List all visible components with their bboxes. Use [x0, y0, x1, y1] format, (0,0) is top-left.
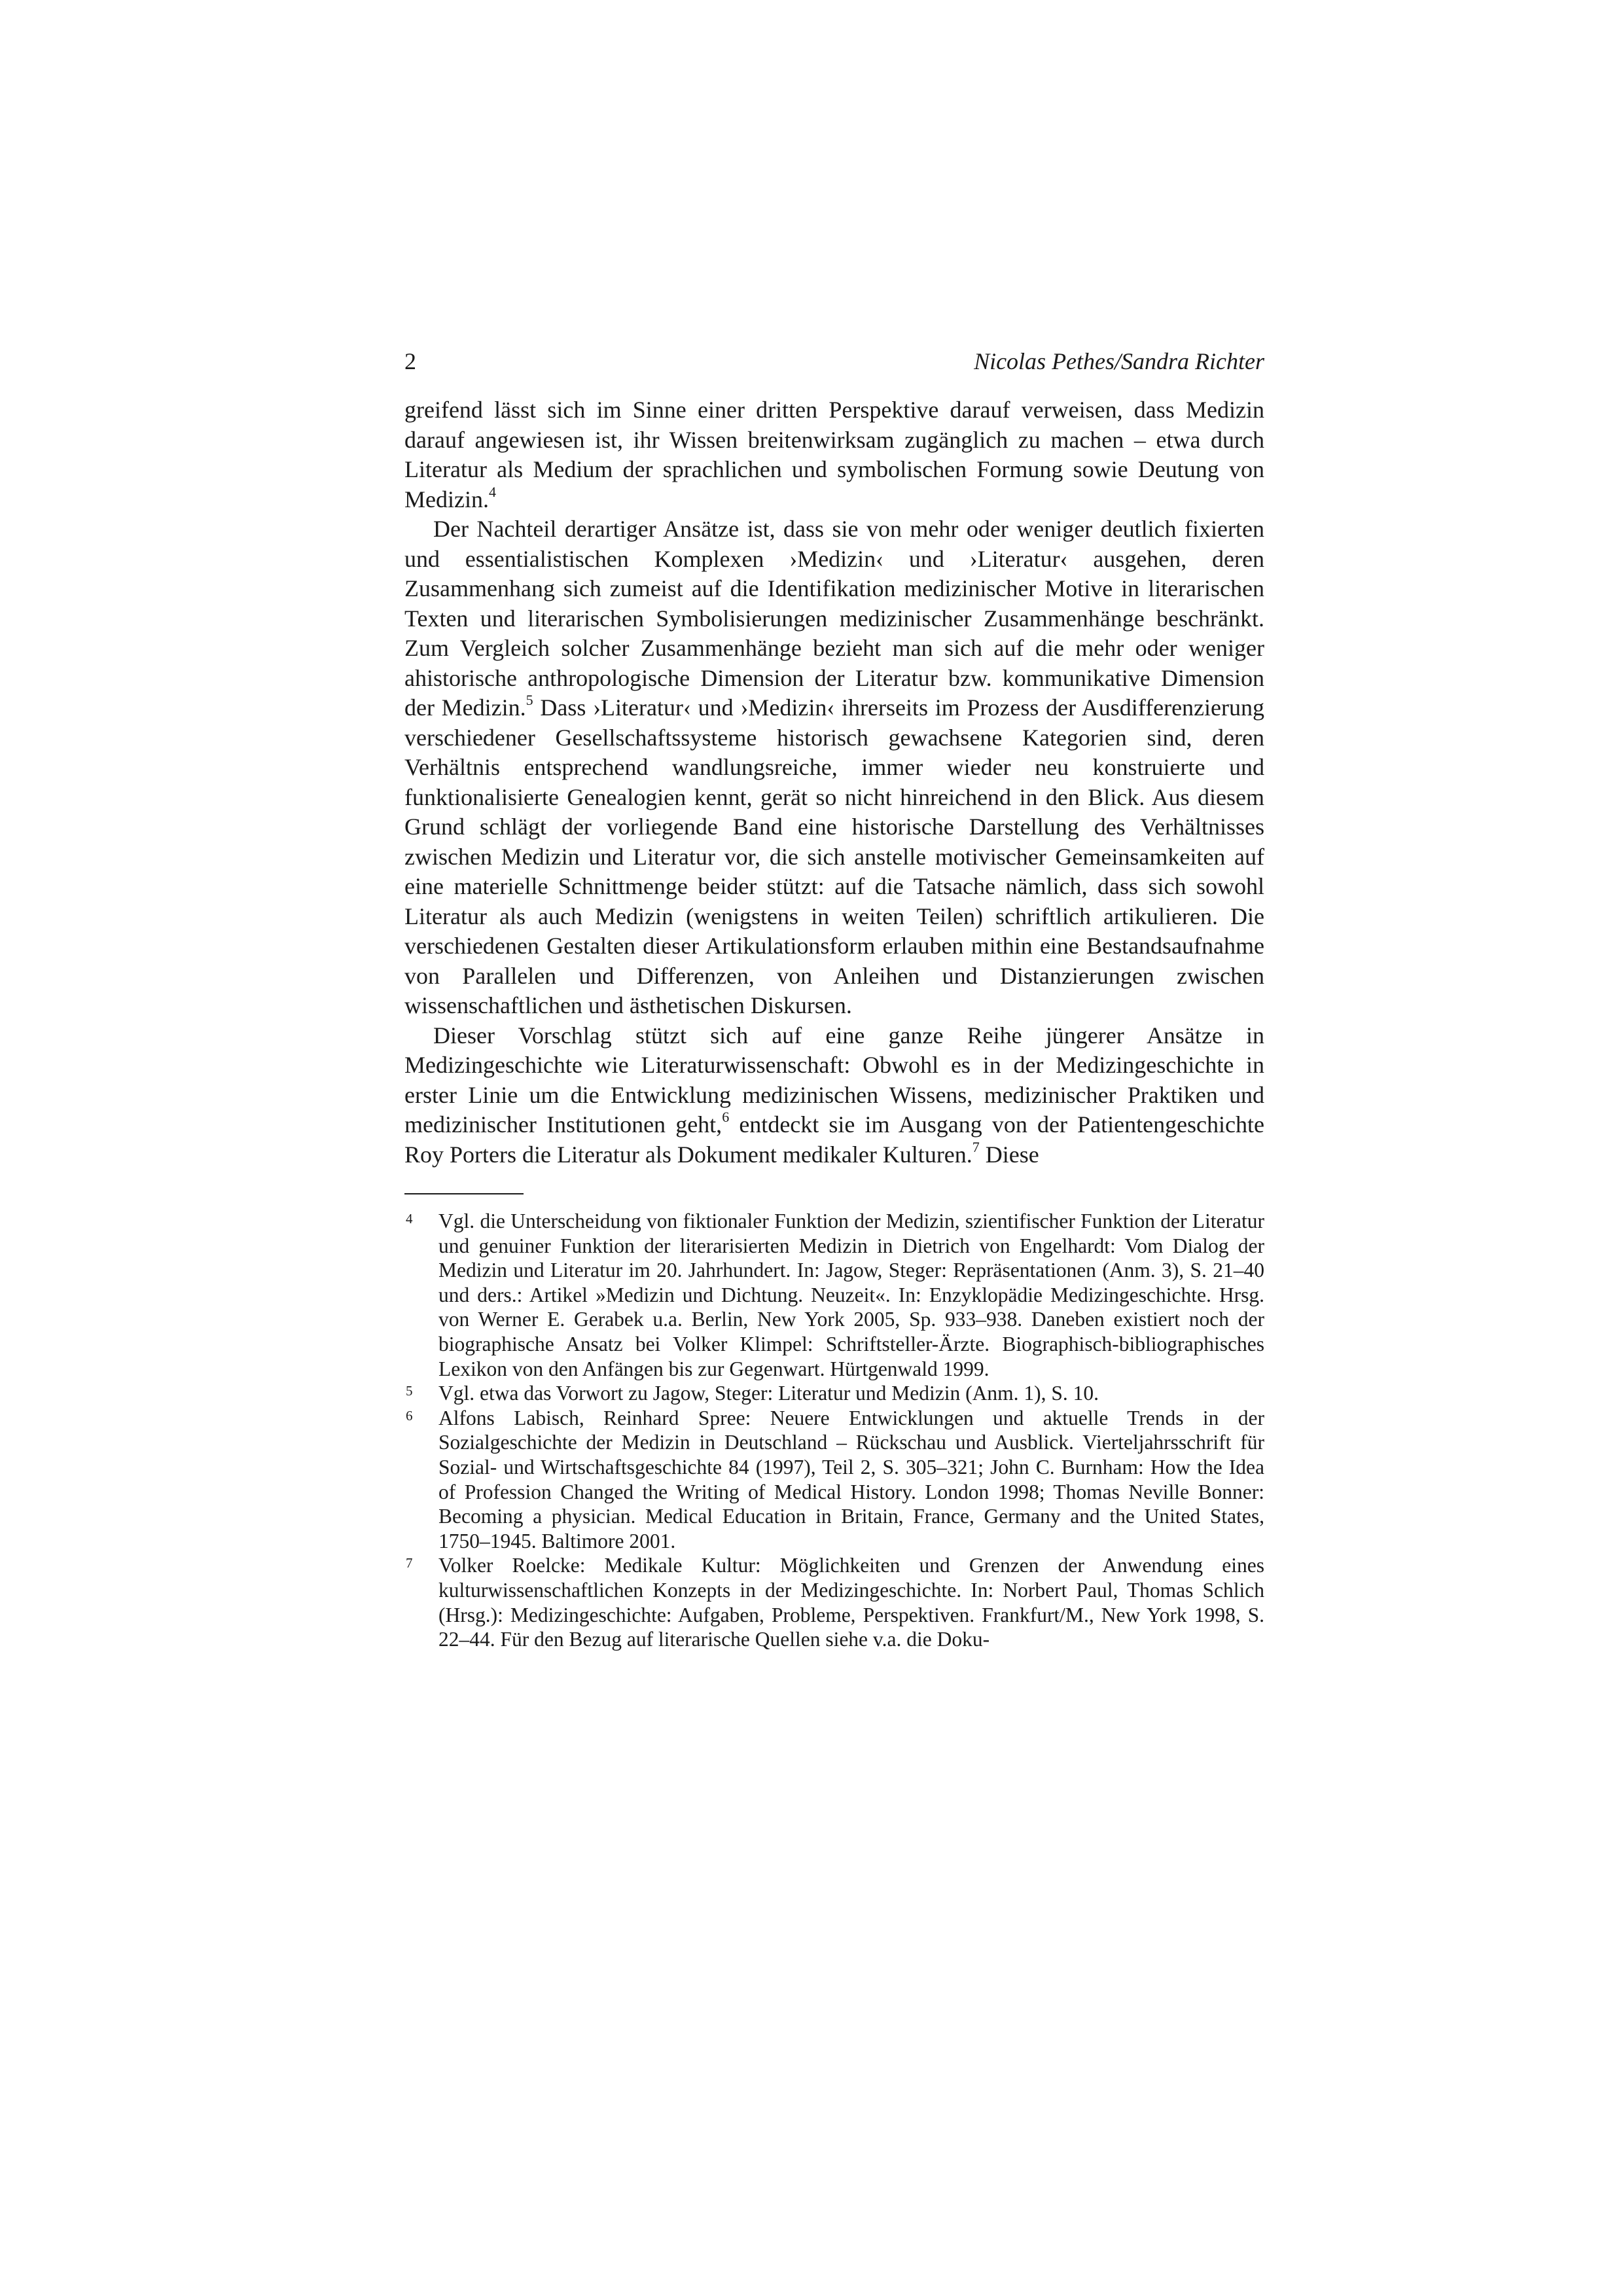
paragraph-3-text-b: entdeckt sie im Ausgang von der Patientengeschichte Roy Porters die Literatur als Dokument medikaler Kulturen. [404, 1111, 1264, 1168]
paragraph-2 [404, 514, 1264, 1021]
running-head: Nicolas Pethes/Sandra Richter [974, 348, 1264, 374]
paragraph-2-text-b: Dass ›Literatur‹ und ›Medizin‹ ihrerseits im Prozess der Ausdifferenzierung verschiedener Gesellschaftssysteme historisch gewachsene Kategorien sind, deren Verhältnis entsprechend wandlungsreiche, immer wieder neu konstruierte und funktionalisierte Genealogien kennt, gerät so nicht hinreichend in den Blick. Aus diesem Grund schlägt der vorliegende Band eine historische Darstellung des Verhältnisses zwischen Medizin und Literatur vor, die sich anstelle motivischer Gemeinsamkeiten auf eine materielle Schnittmenge beider stützt: auf die Tatsache nämlich, dass sich sowohl Literatur als auch Medizin (wenigstens in weiten Teilen) schriftlich artikulieren. Die verschiedenen Gestalten dieser Artikulationsform erlauben mithin eine Bestandsaufnahme von Parallelen und Differenzen, von Anleihen und Distanzierungen zwischen wissenschaftlichen und ästhetischen Diskursen. [404, 694, 1265, 1018]
footnotes [404, 1209, 1264, 1652]
footnote-text: Vgl. die Unterscheidung von fiktionaler Funktion der Medizin, szientifischer Funktion der Literatur und genuiner Funktion der literarisierten Medizin in Dietrich von Engelhardt: Vom Dialog der Medizin und Literatur im 20. Jahrhundert. In: Jagow, Steger: Repräsentationen (Anm. 3), S. 21–40 und ders.: Artikel »Medizin und Dichtung. Neuzeit«. In: Enzyklopädie Medizingeschichte. Hrsg. von Werner E. Gerabek u.a. Berlin, New York 2005, Sp. 933–938. Daneben existiert noch der biographische Ansatz bei Volker Klimpel: Schriftsteller-Ärzte. Biographisch-bibliographisches Lexikon von den Anfängen bis zur Gegenwart. Hürtgenwald 1999. [438, 1210, 1264, 1380]
paragraph-2-text-a: Der Nachteil derartiger Ansätze ist, dass sie von mehr oder weniger deutlich fixierten und essentialistischen Komplexen ›Medizin‹ und ›Literatur‹ ausgehen, deren Zusammenhang sich zumeist auf die Identifikation medizinischer Motive in literarischen Texten und literarischen Symbolisierungen medizinischer Zusammenhänge beschränkt. Zum Vergleich solcher Zusammenhänge bezieht man sich auf die mehr oder weniger ahistorische anthropologische Dimension der Literatur bzw. kommunikative Dimension der Medizin. [404, 516, 1264, 721]
main-text [404, 395, 1264, 1170]
page-number: 2 [404, 348, 416, 374]
paragraph-3-text-c: Diese [979, 1141, 1039, 1168]
footnote-number: 5 [406, 1383, 413, 1399]
paragraph-3-text-a: Dieser Vorschlag stützt sich auf eine ganze Reihe jüngerer Ansätze in Medizingeschichte wie Literaturwissenschaft: Obwohl es in der Medizingeschichte in erster Linie um die Entwicklung medizinischen Wissens, medizinischer Praktiken und medizinischer Institutionen geht, [404, 1022, 1264, 1138]
paragraph-1-text: greifend lässt sich im Sinne einer dritten Perspektive darauf verweisen, dass Medizin darauf angewiesen ist, ihr Wissen breitenwirksam zugänglich zu machen – etwa durch Literatur als Medium der sprachlichen und symbolischen Formung sowie Deutung von Medizin. [404, 397, 1264, 512]
footnote-text: Vgl. etwa das Vorwort zu Jagow, Steger: Literatur und Medizin (Anm. 1), S. 10. [438, 1382, 1099, 1405]
footnote-ref-7[interactable]: 7 [972, 1138, 980, 1155]
book-page [404, 347, 1264, 1652]
paragraph-1 [404, 395, 1264, 514]
footnote-7 [404, 1553, 1264, 1651]
footnote-4 [404, 1209, 1264, 1381]
footnote-divider [404, 1193, 524, 1194]
footnote-number: 7 [406, 1555, 413, 1571]
footnote-5 [404, 1381, 1264, 1406]
footnote-text: Volker Roelcke: Medikale Kultur: Möglichkeiten und Grenzen der Anwendung eines kulturwissenschaftlichen Konzepts in der Medizingeschichte. In: Norbert Paul, Thomas Schlich (Hrsg.): Medizingeschichte: Aufgaben, Probleme, Perspektiven. Frankfurt/M., New York 1998, S. 22–44. Für den Bezug auf literarische Quellen siehe v.a. die Doku- [438, 1554, 1264, 1651]
paragraph-3 [404, 1021, 1264, 1170]
page-header [404, 347, 1264, 376]
footnote-text: Alfons Labisch, Reinhard Spree: Neuere Entwicklungen und aktuelle Trends in der Sozialgeschichte der Medizin in Deutschland – Rückschau und Ausblick. Vierteljahrsschrift für Sozial- und Wirtschaftsgeschichte 84 (1997), Teil 2, S. 305–321; John C. Burnham: How the Idea of Profession Changed the Writing of Medical History. London 1998; Thomas Neville Bonner: Becoming a physician. Medical Education in Britain, France, Germany and the United States, 1750–1945. Baltimore 2001. [438, 1406, 1264, 1552]
footnote-ref-4[interactable]: 4 [488, 483, 496, 500]
footnote-ref-6[interactable]: 6 [722, 1109, 730, 1125]
footnote-6 [404, 1406, 1264, 1554]
footnote-number: 6 [406, 1407, 413, 1424]
footnote-ref-5[interactable]: 5 [526, 692, 533, 708]
footnote-number: 4 [406, 1211, 413, 1227]
